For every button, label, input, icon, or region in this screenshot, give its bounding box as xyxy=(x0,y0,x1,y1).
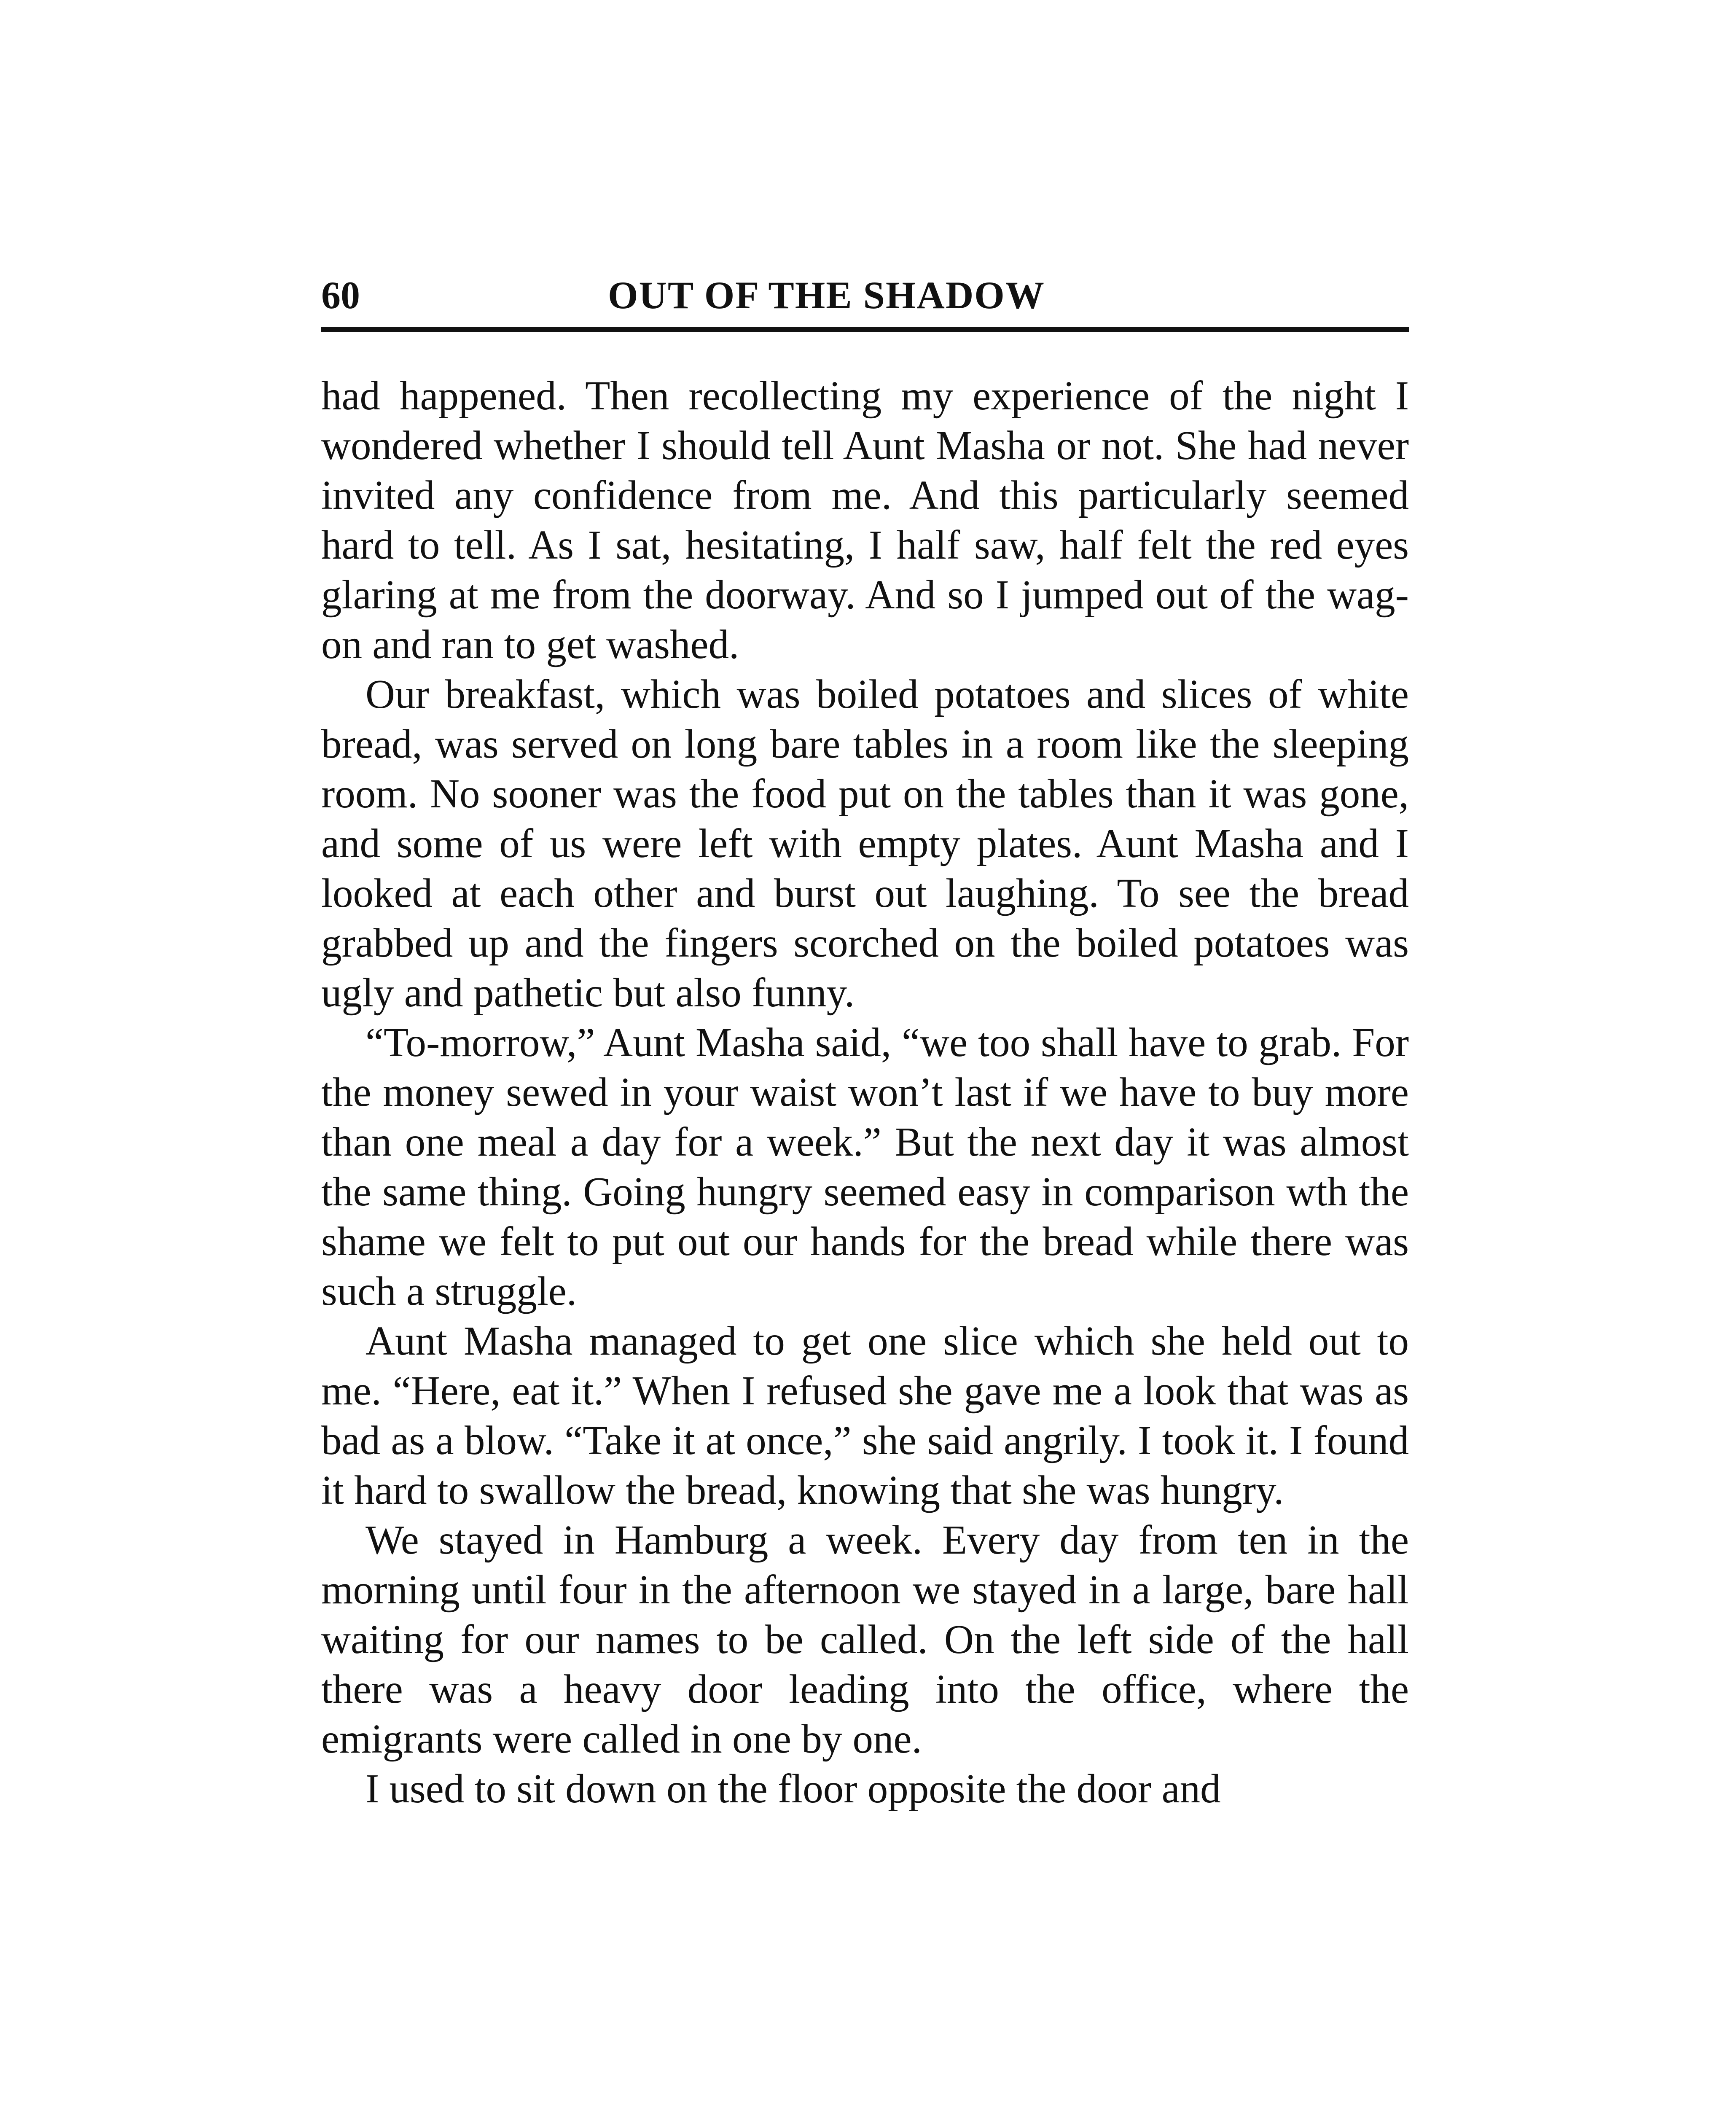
paragraph-5: We stayed in Hamburg a week. Every day from ten in the morning until four in the afternoon we stayed in a large, bare hall waiting for our names to be called. On the left side of the hall there was a heavy door leading into the office, where the emigrants were called in one by one. xyxy=(321,1517,1409,1761)
page-header xyxy=(321,270,1409,320)
page-number: 60 xyxy=(321,274,360,317)
paragraph-2: Our breakfast, which was boiled potatoes and slices of white bread, was served on long bare tables in a room like the sleeping room. No sooner was the food put on the tables than it was gone, and some of us were left with empty plates. Aunt Masha and I looked at each other and burst out laughing. To see the bread grabbed up and the fingers scorched on the boiled potatoes was ugly and pathetic but also funny. xyxy=(321,672,1409,1015)
paragraph-3: “To-morrow,” Aunt Masha said, “we too shall have to grab. For the money sewed in your waist won’t last if we have to buy more than one meal a day for a week.” But the next day it was almost the same thing. Going hungry seemed easy in comparison wth the shame we felt to put out our hands for the bread while there was such a struggle. xyxy=(321,1020,1409,1314)
paragraph-4: Aunt Masha managed to get one slice which she held out to me. “Here, eat it.” When I refused she gave me a look that was as bad as a blow. “Take it at once,” she said angrily. I took it. I found it hard to swallow the bread, knowing that she was hungry. xyxy=(321,1318,1409,1513)
header-rule xyxy=(321,327,1409,332)
paragraph-6: I used to sit down on the floor opposite the door and xyxy=(365,1766,1221,1811)
paragraph-1: had happened. Then recollecting my experience of the night I wondered whether I should tell Aunt Masha or not. She had never invited any confidence from me. And this particularly seemed hard to tell. As I sat, hesitating, I half saw, half felt the red eyes glaring at me from the doorway. And so I jumped out of the wag-on and ran to get washed. xyxy=(321,373,1409,667)
running-title: OUT OF THE SHADOW xyxy=(608,274,1045,317)
body-text xyxy=(321,371,1409,1814)
